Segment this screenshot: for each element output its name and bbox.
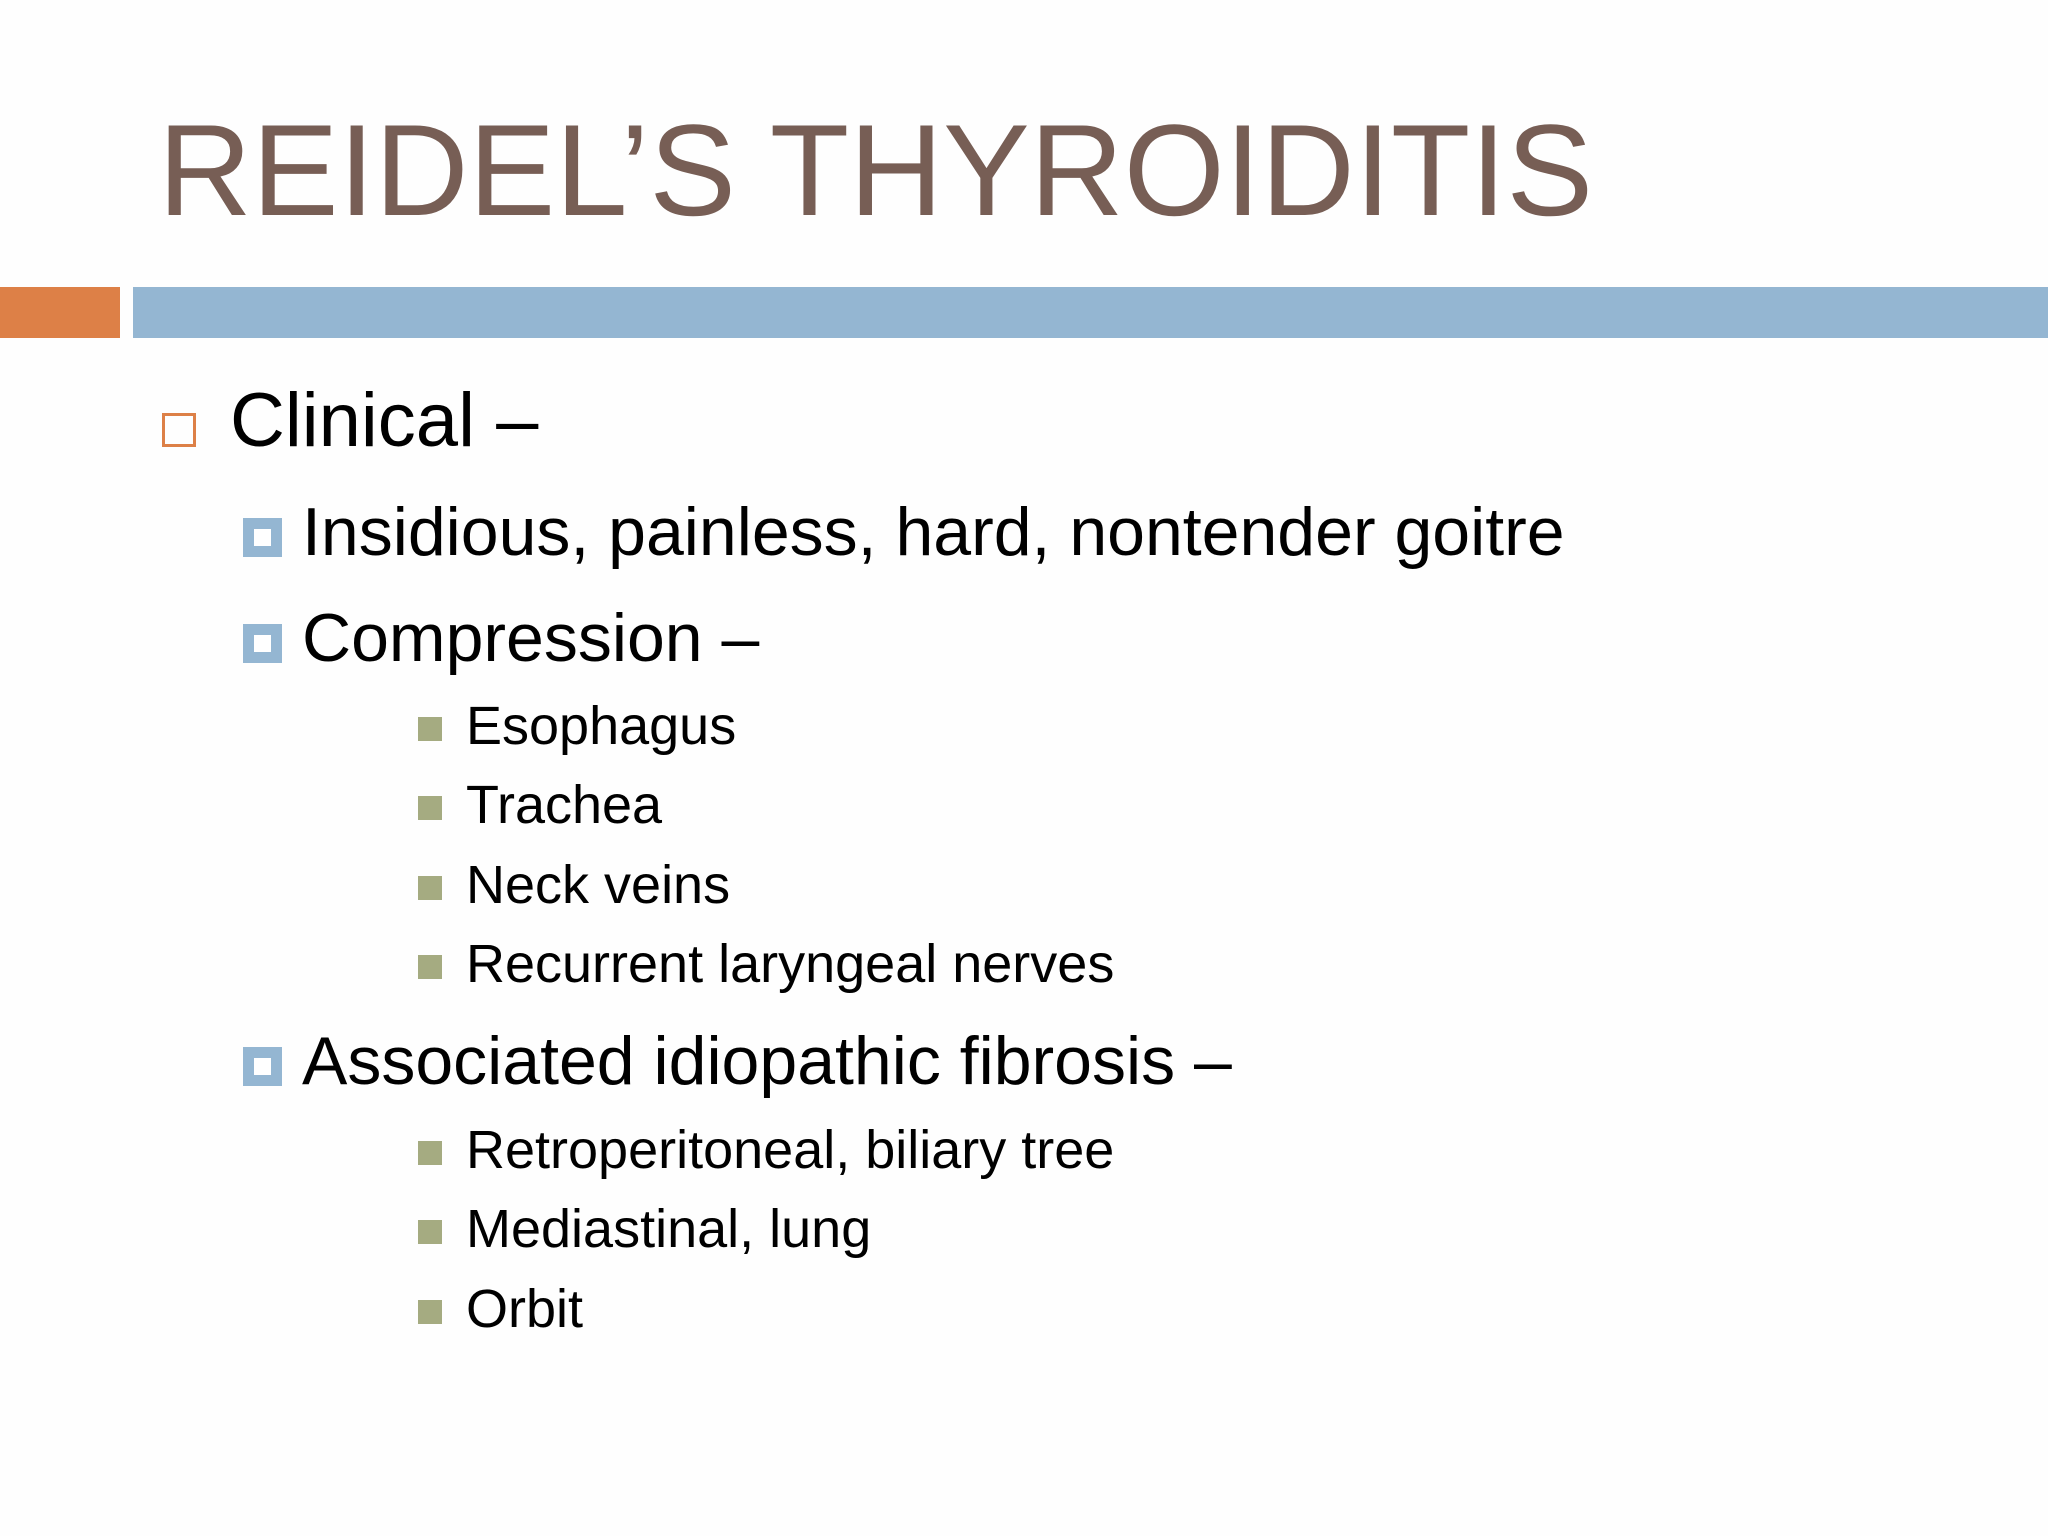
square-outline-bullet-icon (162, 413, 196, 447)
square-bullet-icon (243, 518, 282, 557)
square-bullet-icon (243, 624, 282, 663)
bullet-compression: Compression – (302, 600, 760, 676)
bullet-insidious-goitre: Insidious, painless, hard, nontender goitre (302, 494, 1565, 570)
small-square-bullet-icon (418, 1220, 442, 1244)
small-square-bullet-icon (418, 876, 442, 900)
title-divider-bar (133, 287, 2048, 338)
bullet-retroperitoneal: Retroperitoneal, biliary tree (466, 1120, 1115, 1180)
bullet-clinical: Clinical – (230, 378, 539, 463)
small-square-bullet-icon (418, 1300, 442, 1324)
small-square-bullet-icon (418, 955, 442, 979)
slide-title: REIDEL’S THYROIDITIS (158, 97, 1594, 243)
small-square-bullet-icon (418, 717, 442, 741)
small-square-bullet-icon (418, 1141, 442, 1165)
small-square-bullet-icon (418, 796, 442, 820)
bullet-mediastinal: Mediastinal, lung (466, 1199, 872, 1259)
square-bullet-icon (243, 1047, 282, 1086)
title-accent-bar (0, 287, 120, 338)
bullet-neck-veins: Neck veins (466, 855, 731, 915)
bullet-esophagus: Esophagus (466, 696, 737, 756)
bullet-trachea: Trachea (466, 775, 663, 835)
bullet-associated-fibrosis: Associated idiopathic fibrosis – (302, 1023, 1232, 1099)
bullet-recurrent-laryngeal-nerves: Recurrent laryngeal nerves (466, 934, 1115, 994)
bullet-orbit: Orbit (466, 1279, 584, 1339)
